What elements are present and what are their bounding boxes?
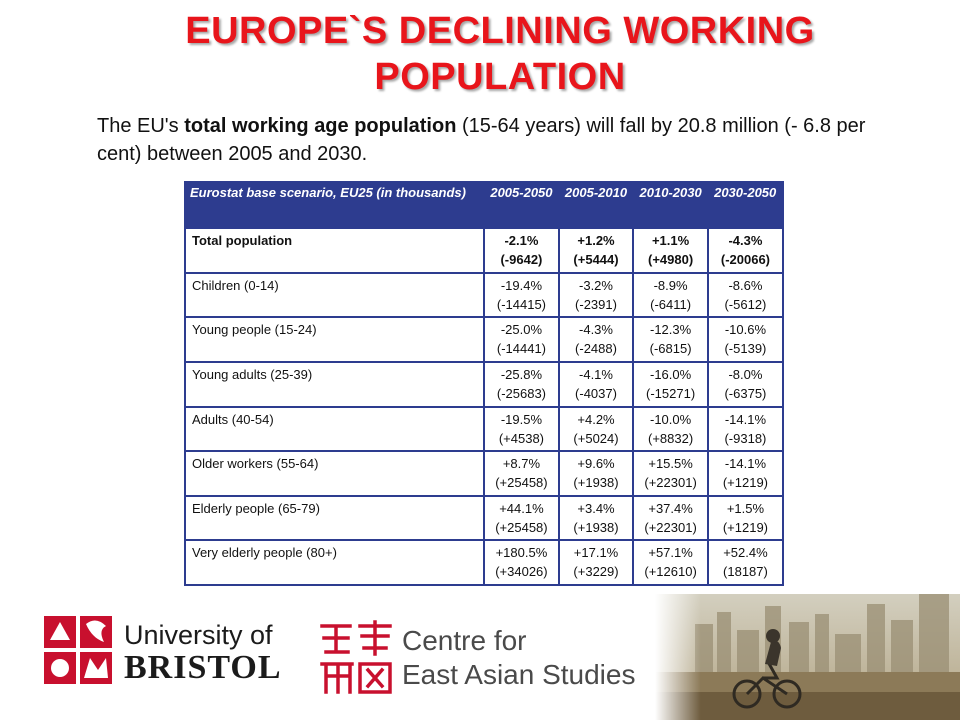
intro-text bbox=[97, 112, 887, 168]
cell-percent: -16.0% bbox=[649, 366, 692, 382]
table-row bbox=[185, 407, 783, 452]
table-cell bbox=[708, 407, 783, 452]
table-cell bbox=[633, 407, 708, 452]
table-cell bbox=[633, 228, 708, 273]
bristol-line2: BRISTOL bbox=[124, 649, 282, 686]
cell-absolute: (+8832) bbox=[648, 430, 694, 446]
cell-percent: -3.2% bbox=[579, 277, 613, 293]
intro-bold: total working age population bbox=[184, 115, 457, 137]
cell-absolute: (+34026) bbox=[495, 564, 548, 580]
cell-absolute: (+1219) bbox=[722, 475, 769, 491]
cell-percent: +4.2% bbox=[577, 411, 615, 427]
row-label: Elderly people (65-79) bbox=[185, 496, 484, 541]
cell-percent: +44.1% bbox=[499, 500, 544, 516]
table-cell bbox=[484, 451, 559, 496]
table-row bbox=[185, 273, 783, 318]
cell-absolute: (-6375) bbox=[724, 385, 767, 401]
cell-percent: +8.7% bbox=[502, 456, 541, 472]
row-label: Total population bbox=[185, 228, 484, 273]
cell-percent: -12.3% bbox=[649, 322, 692, 338]
table-header-row bbox=[185, 182, 783, 228]
slide-title-line1: EUROPE`S DECLINING WORKING bbox=[185, 10, 815, 52]
table-cell bbox=[484, 496, 559, 541]
cell-percent: -4.3% bbox=[728, 233, 763, 248]
intro-part1: The EU's bbox=[97, 115, 185, 137]
cell-absolute: (+25458) bbox=[495, 475, 548, 491]
cell-absolute: (-2391) bbox=[575, 296, 617, 312]
cyclist-photo bbox=[655, 594, 960, 720]
table-cell bbox=[559, 496, 634, 541]
cell-percent: +17.1% bbox=[573, 545, 619, 561]
cell-percent: -25.0% bbox=[500, 322, 543, 338]
table-cell bbox=[559, 451, 634, 496]
cell-absolute: (-5612) bbox=[724, 296, 767, 312]
intro-part2: (15-64 years) will fall by 20.8 million (- 6.8 per cent) between 2005 and 2030. bbox=[97, 115, 866, 165]
table-cell bbox=[633, 362, 708, 407]
row-label: Adults (40-54) bbox=[185, 407, 484, 452]
table-cell bbox=[559, 228, 634, 273]
slide-title bbox=[60, 8, 940, 100]
cell-absolute: (-14441) bbox=[496, 341, 546, 357]
table-body bbox=[185, 228, 783, 585]
cell-absolute: (+12610) bbox=[644, 564, 697, 580]
cell-percent: -10.6% bbox=[724, 322, 767, 338]
cell-percent: -8.6% bbox=[728, 277, 763, 293]
cell-absolute: (+4538) bbox=[498, 430, 545, 446]
row-label: Young adults (25-39) bbox=[185, 362, 484, 407]
cell-percent: +52.4% bbox=[723, 545, 768, 561]
cell-absolute: (+5024) bbox=[573, 430, 619, 446]
cell-absolute: (-15271) bbox=[646, 385, 696, 401]
table-row bbox=[185, 228, 783, 273]
cell-absolute: (+4980) bbox=[648, 252, 694, 267]
table-cell bbox=[484, 228, 559, 273]
cell-absolute: (18187) bbox=[723, 564, 768, 580]
table-cell bbox=[484, 317, 559, 362]
ceas-logo-text bbox=[402, 624, 635, 692]
cell-percent: -19.5% bbox=[500, 411, 543, 427]
cell-absolute: (+1938) bbox=[573, 475, 619, 491]
table-row bbox=[185, 540, 783, 585]
cell-absolute: (+1938) bbox=[573, 519, 619, 535]
cell-absolute: (-4037) bbox=[575, 385, 617, 401]
cell-absolute: (-6815) bbox=[649, 341, 692, 357]
table-cell bbox=[559, 273, 634, 318]
cell-percent: +15.5% bbox=[648, 456, 693, 472]
cell-absolute: (-20066) bbox=[720, 252, 770, 267]
table-cell bbox=[633, 496, 708, 541]
ceas-line2: East Asian Studies bbox=[402, 659, 636, 690]
table-cell bbox=[708, 317, 783, 362]
table-cell bbox=[708, 273, 783, 318]
header-col: 2005-2010 bbox=[559, 182, 634, 228]
table-cell bbox=[559, 362, 634, 407]
table-row bbox=[185, 317, 783, 362]
cell-percent: +1.5% bbox=[726, 500, 765, 516]
cell-percent: -4.3% bbox=[579, 322, 613, 338]
table-cell bbox=[708, 496, 783, 541]
table-row bbox=[185, 451, 783, 496]
cell-percent: -4.1% bbox=[579, 366, 613, 382]
table-cell bbox=[484, 362, 559, 407]
cell-percent: +1.2% bbox=[577, 233, 615, 248]
cell-percent: -2.1% bbox=[504, 233, 539, 248]
cell-percent: -8.0% bbox=[728, 366, 763, 382]
population-table bbox=[184, 181, 784, 586]
cell-percent: +3.4% bbox=[577, 500, 615, 516]
table-cell bbox=[559, 407, 634, 452]
table-cell bbox=[484, 273, 559, 318]
table-cell bbox=[559, 317, 634, 362]
table-cell bbox=[559, 540, 634, 585]
ceas-line1: Centre for bbox=[402, 625, 527, 656]
cell-absolute: (-25683) bbox=[496, 385, 546, 401]
row-label: Very elderly people (80+) bbox=[185, 540, 484, 585]
header-col: 2005-2050 bbox=[484, 182, 559, 228]
cell-absolute: (-14415) bbox=[496, 296, 546, 312]
table-cell bbox=[633, 317, 708, 362]
cell-absolute: (+22301) bbox=[644, 475, 697, 491]
header-label: Eurostat base scenario, EU25 (in thousands) bbox=[185, 182, 484, 228]
cell-absolute: (-6411) bbox=[650, 296, 692, 312]
table-cell bbox=[484, 407, 559, 452]
cell-absolute: (+5444) bbox=[573, 252, 619, 267]
cell-percent: -10.0% bbox=[649, 411, 692, 427]
table-cell bbox=[708, 451, 783, 496]
row-label: Young people (15-24) bbox=[185, 317, 484, 362]
cell-percent: -19.4% bbox=[500, 277, 543, 293]
table-cell bbox=[708, 228, 783, 273]
header-col: 2010-2030 bbox=[633, 182, 708, 228]
cell-percent: -14.1% bbox=[724, 411, 767, 427]
table-cell bbox=[633, 451, 708, 496]
slide-title-line2: POPULATION bbox=[374, 56, 626, 98]
cell-absolute: (+3229) bbox=[573, 564, 619, 580]
cell-absolute: (-2488) bbox=[575, 341, 617, 357]
table-row bbox=[185, 362, 783, 407]
cell-absolute: (+1219) bbox=[722, 519, 769, 535]
cell-percent: -25.8% bbox=[500, 366, 543, 382]
cell-percent: +9.6% bbox=[577, 456, 615, 472]
cell-percent: -14.1% bbox=[724, 456, 767, 472]
table-cell bbox=[484, 540, 559, 585]
cell-absolute: (-5139) bbox=[724, 341, 767, 357]
table-row bbox=[185, 496, 783, 541]
cell-absolute: (+22301) bbox=[644, 519, 697, 535]
header-col: 2030-2050 bbox=[708, 182, 783, 228]
cell-absolute: (-9642) bbox=[500, 252, 543, 267]
table-cell bbox=[708, 362, 783, 407]
row-label: Children (0-14) bbox=[185, 273, 484, 318]
bristol-logo-text bbox=[124, 620, 282, 686]
table-cell bbox=[708, 540, 783, 585]
cell-percent: +1.1% bbox=[651, 233, 690, 248]
table-cell bbox=[633, 540, 708, 585]
cell-absolute: (+25458) bbox=[495, 519, 548, 535]
cell-percent: -8.9% bbox=[653, 277, 688, 293]
cell-percent: +180.5% bbox=[495, 545, 548, 561]
bristol-crest-icon bbox=[42, 614, 114, 686]
row-label: Older workers (55-64) bbox=[185, 451, 484, 496]
ceas-logo-glyphs-icon bbox=[318, 620, 394, 696]
cell-percent: +37.4% bbox=[648, 500, 693, 516]
bristol-line1: University of bbox=[124, 620, 273, 650]
cell-absolute: (-9318) bbox=[724, 430, 767, 446]
table-cell bbox=[633, 273, 708, 318]
cell-percent: +57.1% bbox=[648, 545, 693, 561]
